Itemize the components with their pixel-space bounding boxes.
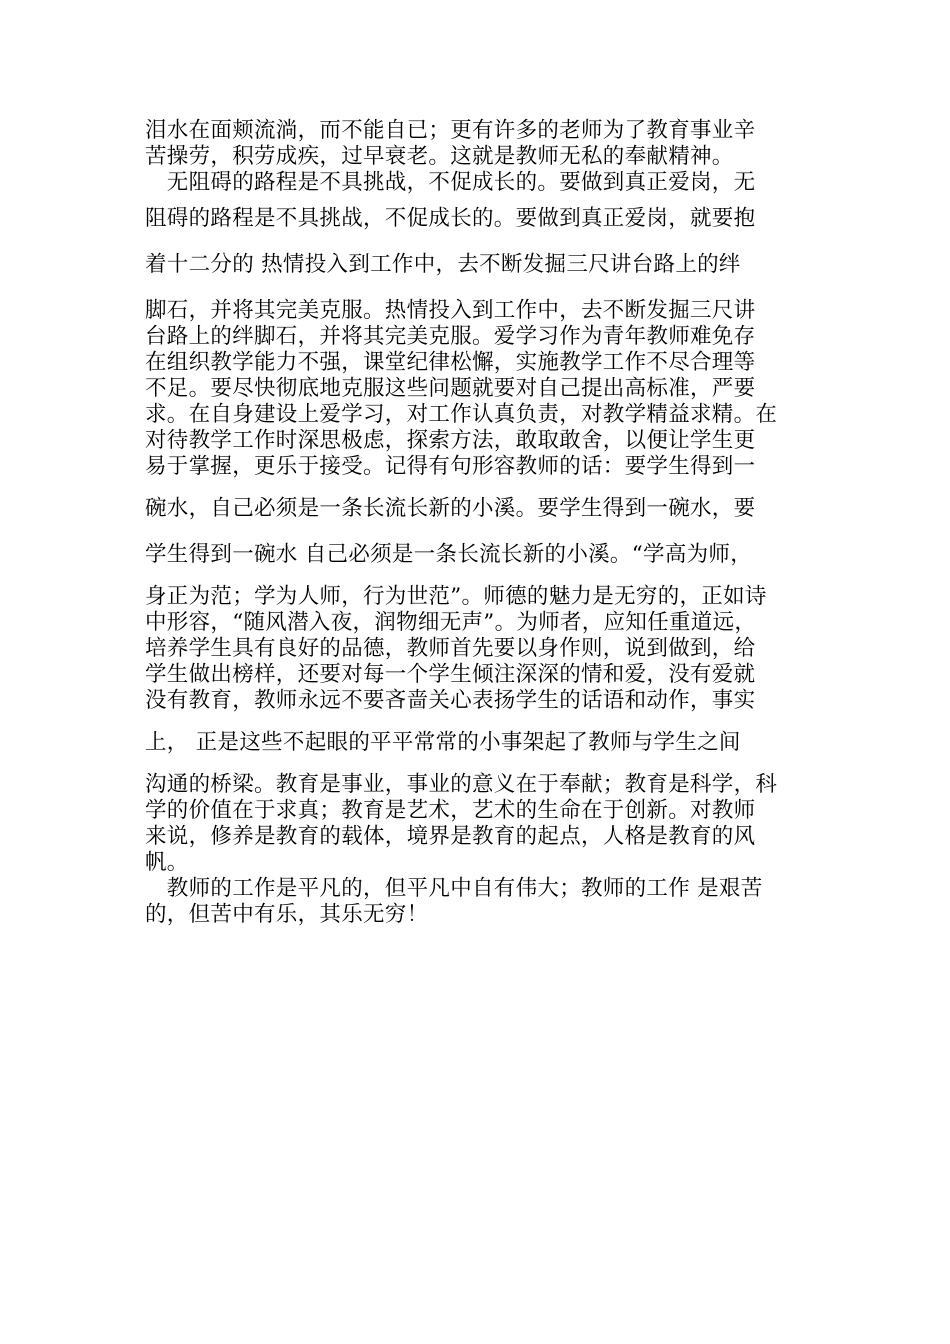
text-line: 来说，修养是教育的载体，境界是教育的起点，人格是教育的风: [145, 824, 756, 849]
text-line: 的，但苦中有乐，其乐无穷！: [145, 902, 429, 927]
text-line: 泪水在面颊流淌，而不能自已；更有许多的老师为了教育事业辛: [145, 118, 756, 143]
text-line: 易于掌握，更乐于接受。记得有句形容教师的话：要学生得到一: [145, 454, 756, 479]
text-line: 没有教育，教师永远不要吝啬关心表扬学生的话语和动作，事实: [145, 688, 756, 713]
text-line: 学生做出榜样，还要对每一个学生倾注深深的情和爱，没有爱就: [145, 662, 756, 687]
text-line: 对待教学工作时深思极虑，探索方法，敢取敢舍，以便让学生更: [145, 428, 756, 453]
text-line: 培养学生具有良好的品德，教师首先要以身作则，说到做到，给: [145, 636, 756, 661]
text-line: 碗水，自己必须是一条长流长新的小溪。要学生得到一碗水，要: [145, 496, 756, 521]
text-line: 学生得到一碗水 自己必须是一条长流长新的小溪。“学高为师，: [145, 542, 753, 567]
text-line: 脚石，并将其完美克服。热情投入到工作中，去不断发掘三尺讲: [145, 298, 756, 323]
text-line: 教师的工作是平凡的，但平凡中自有伟大；教师的工作 是艰苦: [145, 876, 763, 901]
body-text: [145, 118, 815, 928]
text-line: 着十二分的 热情投入到工作中，去不断发掘三尺讲台路上的绊: [145, 252, 741, 277]
text-line: 身正为范；学为人师，行为世范”。师德的魅力是无穷的，正如诗: [145, 584, 767, 609]
text-line: 上， 正是这些不起眼的平平常常的小事架起了教师与学生之间: [145, 730, 741, 755]
text-line: 无阻碍的路程是不具挑战，不促成长的。要做到真正爱岗，无: [145, 170, 756, 195]
text-line: 阻碍的路程是不具挑战，不促成长的。要做到真正爱岗，就要抱: [145, 206, 756, 231]
text-line: 学的价值在于求真；教育是艺术，艺术的生命在于创新。对教师: [145, 798, 756, 823]
text-line: 不足。要尽快彻底地克服这些问题就要对自己提出高标准，严要: [145, 376, 756, 401]
text-line: 中形容，“随风潜入夜，润物细无声”。为师者，应知任重道远，: [145, 610, 757, 635]
text-line: 苦操劳，积劳成疾，过早衰老。这就是教师无私的奉献精神。: [145, 144, 734, 169]
text-line: 台路上的绊脚石，并将其完美克服。爱学习作为青年教师难免存: [145, 324, 756, 349]
text-line: 帆。: [145, 850, 189, 875]
text-line: 沟通的桥梁。教育是事业，事业的意义在于奉献；教育是科学，科: [145, 772, 778, 797]
text-line: 在组织教学能力不强，课堂纪律松懈，实施教学工作不尽合理等: [145, 350, 756, 375]
text-line: 求。在自身建设上爱学习，对工作认真负责，对教学精益求精。在: [145, 402, 778, 427]
